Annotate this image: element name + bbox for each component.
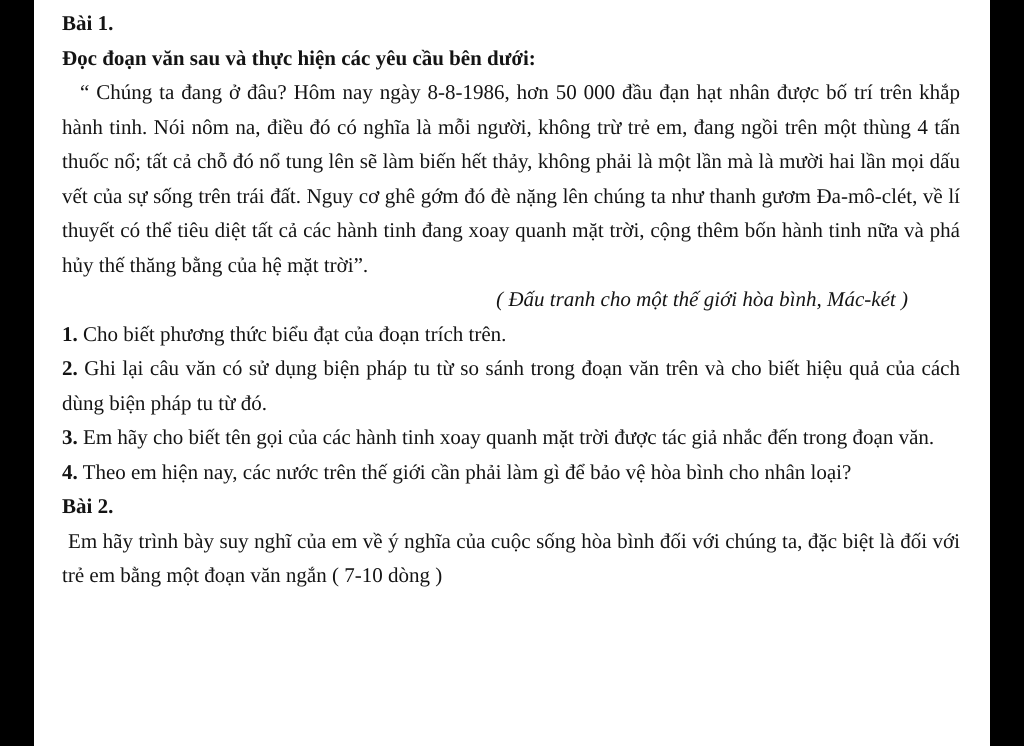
question-text: Em hãy cho biết tên gọi của các hành tinh xoay quanh mặt trời được tác giả nhắc đến trong đoạn văn.: [77, 425, 935, 449]
question-number: 1.: [62, 321, 78, 346]
question-1: [62, 317, 960, 352]
question-text: Cho biết phương thức biểu đạt của đoạn trích trên.: [77, 321, 507, 346]
question-number: 4.: [62, 459, 78, 484]
question-3: [62, 420, 960, 455]
document-content: [62, 6, 960, 593]
exercise-2-title: Bài 2.: [62, 494, 114, 518]
question-number: 3.: [62, 425, 78, 449]
exercise-2-prompt: Em hãy trình bày suy nghĩ của em về ý nghĩa của cuộc sống hòa bình đối với chúng ta, đặc biệt là đối với trẻ em bằng một đoạn văn ngắn ( 7-10 dòng ): [62, 528, 960, 587]
exercise-1-title: Bài 1.: [62, 11, 114, 35]
question-text: Ghi lại câu văn có sử dụng biện pháp tu từ so sánh trong đoạn văn trên và cho biết hiệu quả của cách dùng biện pháp tu từ đó.: [62, 356, 960, 415]
question-2: [62, 351, 960, 420]
passage-source: ( Đấu tranh cho một thế giới hòa bình, Mác-két ): [496, 287, 908, 311]
question-number: 2.: [62, 356, 78, 380]
question-4: [62, 455, 960, 490]
document-page: [34, 0, 990, 746]
exercise-1-instruction: Đọc đoạn văn sau và thực hiện các yêu cầu bên dưới:: [62, 45, 536, 70]
question-text: Theo em hiện nay, các nước trên thế giới cần phải làm gì để bảo vệ hòa bình cho nhân loại?: [77, 459, 852, 484]
exercise-1-passage: “ Chúng ta đang ở đâu? Hôm nay ngày 8-8-1986, hơn 50 000 đầu đạn hạt nhân được bố trí trên khắp hành tinh. Nói nôm na, điều đó có nghĩa là mỗi người, không trừ trẻ em, đang ngồi trên một thùng 4 tấn thuốc nổ; tất cả chỗ đó nổ tung lên sẽ làm biến hết thảy, không phải là một lần mà là mười hai lần mọi dấu vết của sự sống trên trái đất. Nguy cơ ghê gớm đó đè nặng lên chúng ta như thanh gươm Đa-mô-clét, về lí thuyết có thể tiêu diệt tất cả các hành tinh đang xoay quanh mặt trời, cộng thêm bốn hành tinh nữa và phá hủy thế thăng bằng của hệ mặt trời”.: [62, 80, 960, 277]
